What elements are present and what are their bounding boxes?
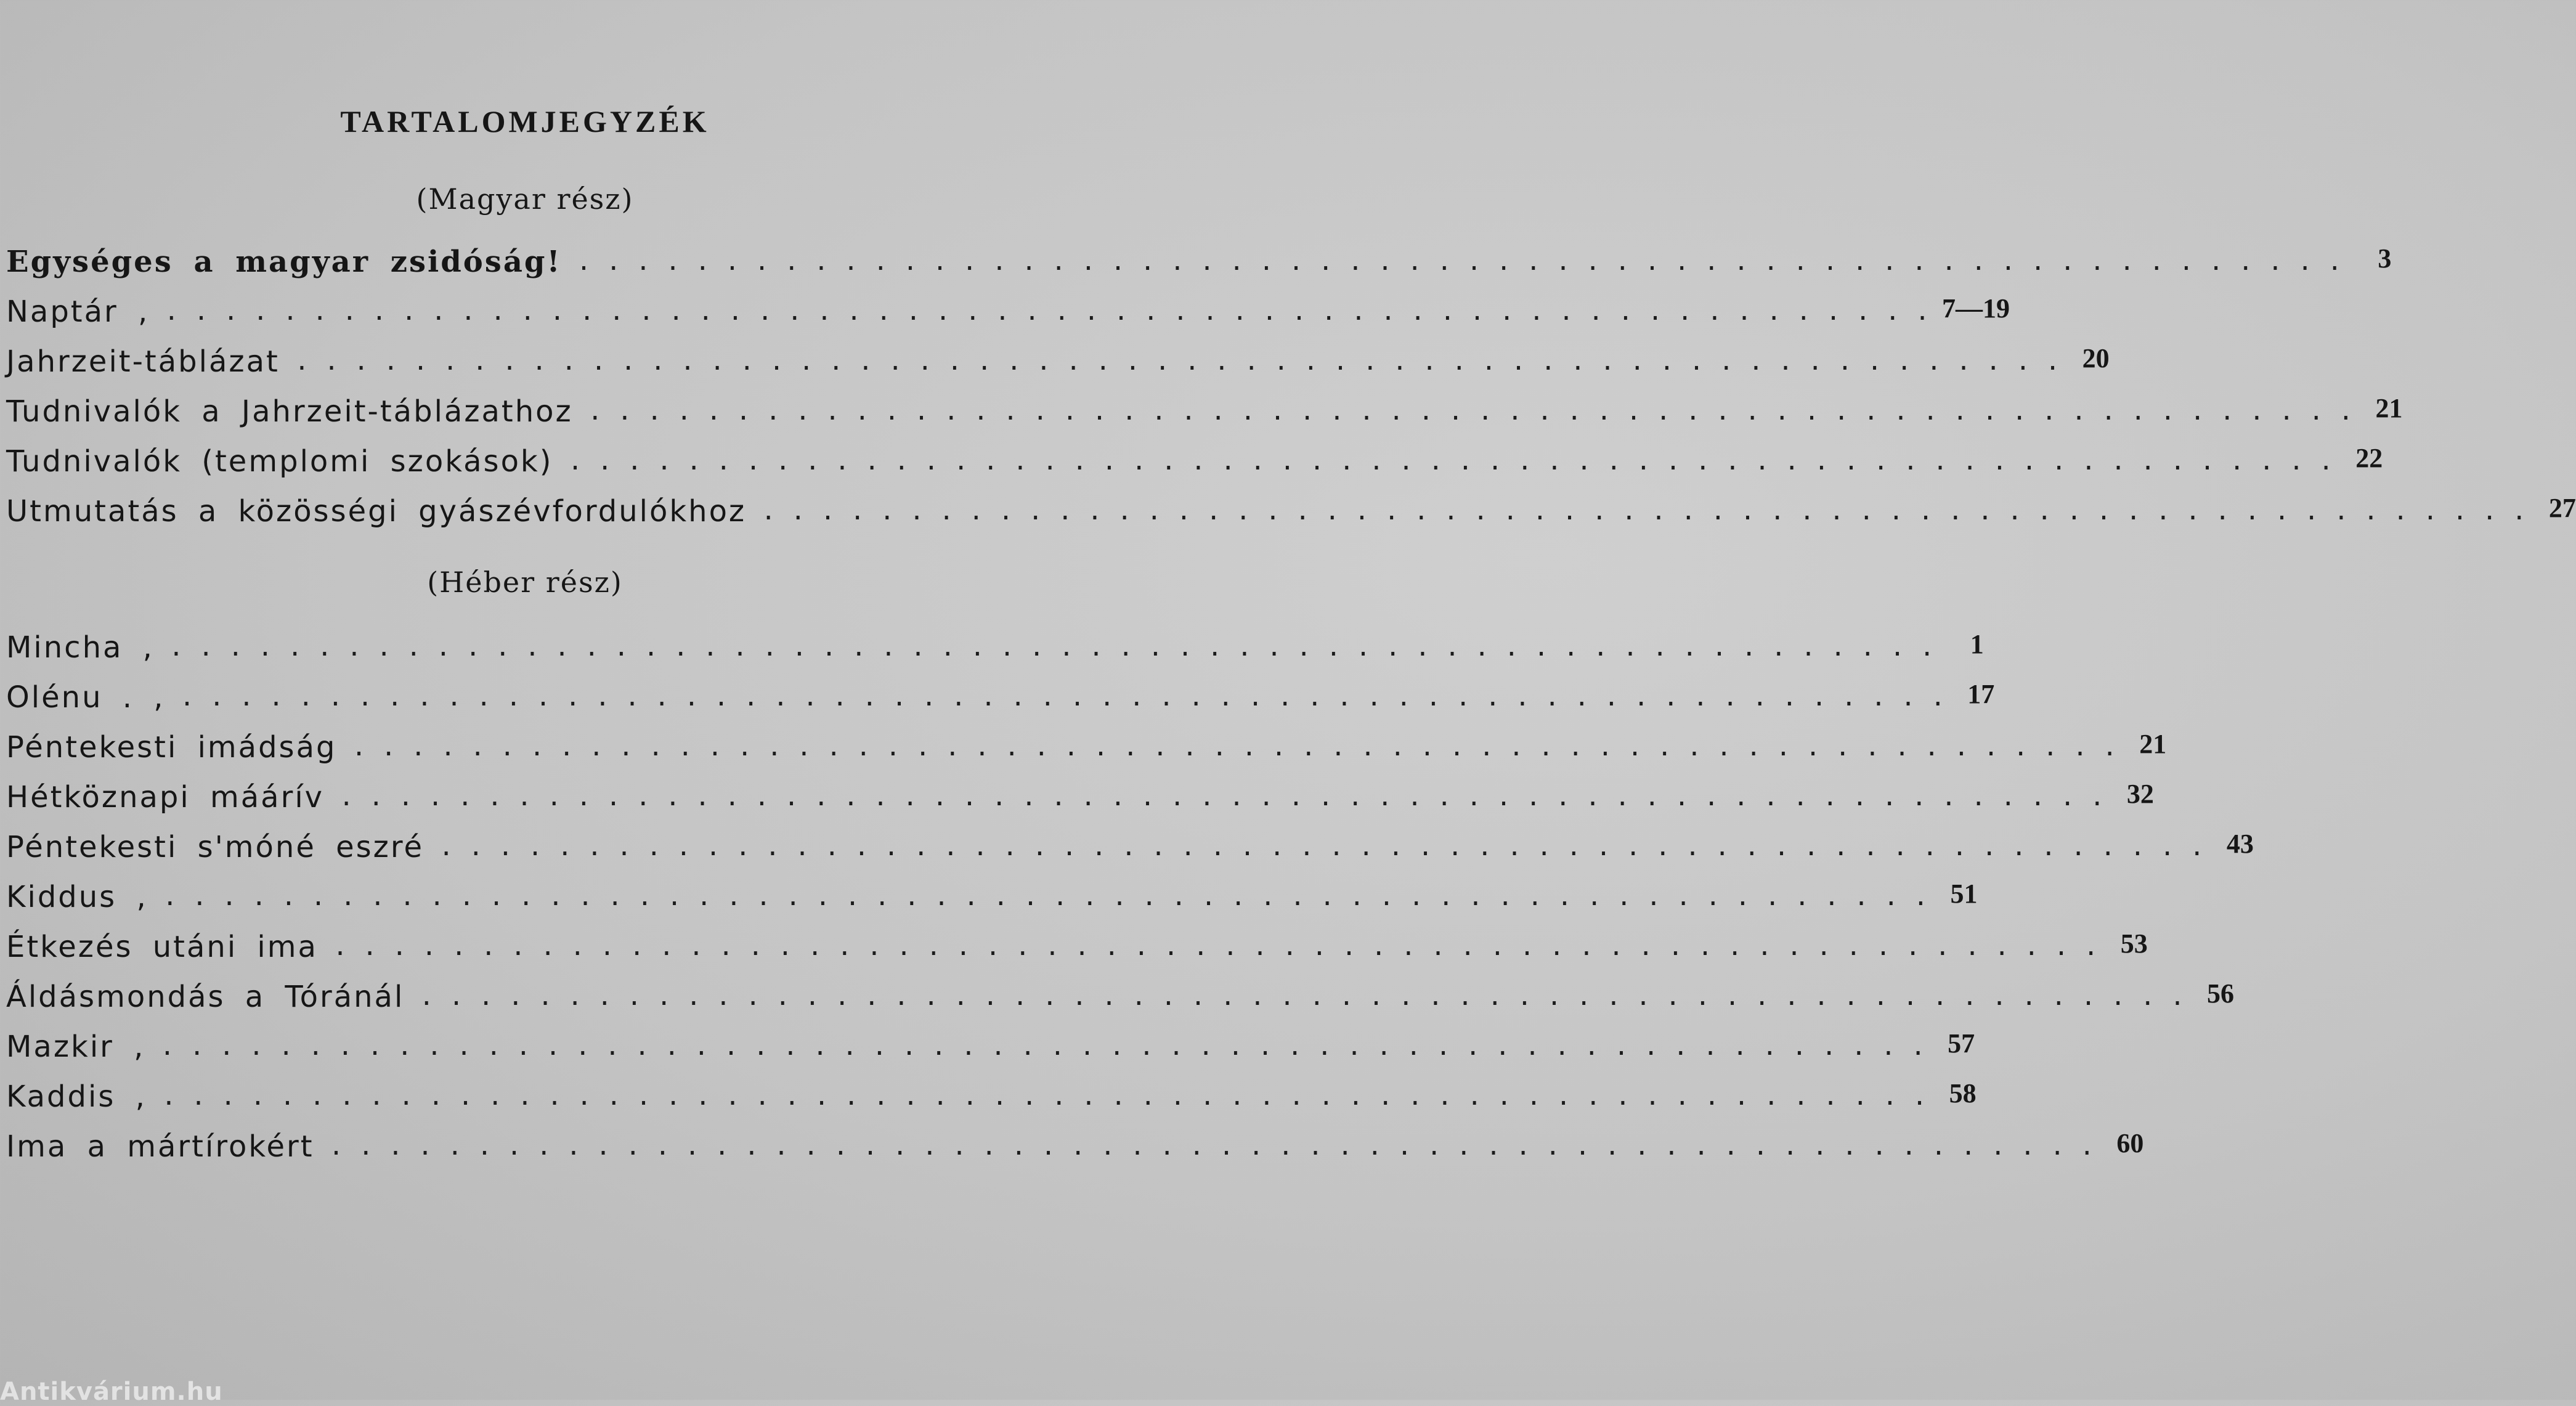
dot-leader: . . . . . . . . . . . . . . . . . . . . . . . . . . . . . . . . . . . . . . . . . . . . . . . . . . . . . . . . . . . . — [576, 248, 2342, 276]
dot-leader: . . . . . . . . . . . . . . . . . . . . . . . . . . . . . . . . . . . . . . . . . . . . . . . . . . . . . . . . . . . . — [160, 1033, 1926, 1061]
toc-entry — [0, 291, 2010, 341]
toc-list-magyar — [0, 242, 2576, 541]
dot-leader: . . . . . . . . . . . . . . . . . . . . . . . . . . . . . . . . . . . . . . . . . . . . . . . . . . . . . . . . . . . . — [439, 833, 2204, 861]
toc-entry — [0, 977, 2235, 1026]
entry-page-number: 22 — [2355, 443, 2383, 473]
dot-leader: . . . . . . . . . . . . . . . . . . . . . . . . . . . . . . . . . . . . . . . . . . . . . . . . . . . . . . . . . . . . — [567, 447, 2334, 476]
toc-entry — [0, 877, 1978, 927]
entry-page-number: 17 — [1967, 679, 1995, 709]
entry-page-number: 21 — [2139, 729, 2167, 759]
entry-page-number: 3 — [2378, 243, 2392, 274]
entry-title: Péntekesti imádság — [6, 730, 337, 765]
entry-title: Jahrzeit-táblázat — [6, 344, 280, 379]
entry-page-number: 27 — [2548, 493, 2576, 523]
watermark: Antikvárium.hu — [0, 1378, 223, 1406]
entry-page-number: 56 — [2207, 978, 2235, 1009]
dot-leader: . . . . . . . . . . . . . . . . . . . . . . . . . . . . . . . . . . . . . . . . . . . . . . . . . . . . . . . . . . . . — [332, 933, 2099, 961]
page-title: TARTALOMJEGYZÉK — [340, 104, 710, 139]
entry-title: Utmutatás a közösségi gyászévfordulókhoz — [6, 494, 747, 529]
entry-title: Étkezés utáni ima — [6, 930, 318, 964]
entry-page-number: 32 — [2126, 779, 2154, 809]
toc-entry — [0, 677, 1995, 727]
toc-entry — [0, 827, 2254, 877]
toc-entry — [0, 441, 2383, 491]
entry-page-number: 57 — [1948, 1028, 1975, 1059]
dot-leader: . . . . . . . . . . . . . . . . . . . . . . . . . . . . . . . . . . . . . . . . . . . . . . . . . . . . . . . . . . . . — [419, 983, 2185, 1011]
entry-title: Kiddus , — [6, 880, 148, 914]
entry-title: Naptár , — [6, 295, 150, 329]
toc-entry — [0, 242, 2392, 291]
dot-leader: . . . . . . . . . . . . . . . . . . . . . . . . . . . . . . . . . . . . . . . . . . . . . . . . . . . . . . . . . . . . — [761, 497, 2527, 526]
dot-leader: . . . . . . . . . . . . . . . . . . . . . . . . . . . . . . . . . . . . . . . . . . . . . . . . . . . . . . . . . . . . — [179, 683, 1946, 712]
toc-entry — [0, 391, 2403, 441]
toc-entry — [0, 927, 2148, 977]
entry-title: Áldásmondás a Tóránál — [6, 980, 405, 1014]
entry-page-number: 20 — [2082, 343, 2110, 373]
toc-entry — [0, 727, 2167, 777]
dot-leader: . . . . . . . . . . . . . . . . . . . . . . . . . . . . . . . . . . . . . . . . . . . . . . . . . . . . . . . . . . . . — [161, 1083, 1927, 1111]
entry-title: Tudnivalók a Jahrzeit-táblázathoz — [6, 394, 573, 429]
entry-title: Egységes a magyar zsidóság! — [6, 245, 562, 279]
toc-entry — [0, 1076, 1977, 1126]
entry-page-number: 1 — [1970, 629, 1984, 659]
toc-entry — [0, 627, 1984, 677]
section-heading-heber: (Héber rész) — [427, 566, 623, 599]
entry-page-number: 53 — [2120, 929, 2148, 959]
section-heading-magyar: (Magyar rész) — [416, 182, 634, 216]
toc-entry — [0, 341, 2110, 391]
dot-leader: . . . . . . . . . . . . . . . . . . . . . . . . . . . . . . . . . . . . . . . . . . . . . . . . . . . . . . . . . . . . — [351, 733, 2118, 762]
entry-title: Kaddis , — [6, 1079, 147, 1114]
entry-page-number: 51 — [1950, 879, 1978, 909]
entry-page-number: 21 — [2375, 393, 2403, 423]
entry-title: Mazkir , — [6, 1030, 145, 1064]
entry-title: Tudnivalók (templomi szokások) — [6, 444, 553, 479]
toc-entry — [0, 491, 2576, 541]
dot-leader: . . . . . . . . . . . . . . . . . . . . . . . . . . . . . . . . . . . . . . . . . . . . . . . . . . . . . . . . . . . . — [162, 883, 1928, 911]
entry-title: Olénu . , — [6, 680, 165, 715]
entry-title: Mincha , — [6, 630, 154, 665]
dot-leader: . . . . . . . . . . . . . . . . . . . . . . . . . . . . . . . . . . . . . . . . . . . . . . . . . . . . . . . . . . . . — [587, 397, 2354, 426]
toc-entry — [0, 1026, 1975, 1076]
entry-title: Ima a mártírokért — [6, 1129, 314, 1164]
dot-leader: . . . . . . . . . . . . . . . . . . . . . . . . . . . . . . . . . . . . . . . . . . . . . . . . . . . . . . . . . . . . — [339, 783, 2105, 811]
toc-entry — [0, 1126, 2144, 1176]
dot-leader: . . . . . . . . . . . . . . . . . . . . . . . . . . . . . . . . . . . . . . . . . . . . . . . . . . . . . . . . . . . . — [294, 347, 2060, 376]
entry-title: Péntekesti s'móné eszré — [6, 830, 425, 864]
entry-page-number: 7—19 — [1942, 293, 2010, 323]
entry-page-number: 43 — [2226, 829, 2254, 859]
entry-title: Hétköznapi máárív — [6, 780, 325, 815]
entry-page-number: 60 — [2116, 1128, 2144, 1158]
dot-leader: . . . . . . . . . . . . . . . . . . . . . . . . . . . . . . . . . . . . . . . . . . . . . . . . . . . . . . . . . . . . — [164, 298, 1930, 326]
dot-leader: . . . . . . . . . . . . . . . . . . . . . . . . . . . . . . . . . . . . . . . . . . . . . . . . . . . . . . . . . . . . — [328, 1132, 2095, 1161]
entry-page-number: 58 — [1949, 1078, 1977, 1108]
toc-list-heber — [0, 627, 2254, 1176]
dot-leader: . . . . . . . . . . . . . . . . . . . . . . . . . . . . . . . . . . . . . . . . . . . . . . . . . . . . . . . . . . . . — [168, 633, 1935, 662]
toc-entry — [0, 777, 2154, 827]
